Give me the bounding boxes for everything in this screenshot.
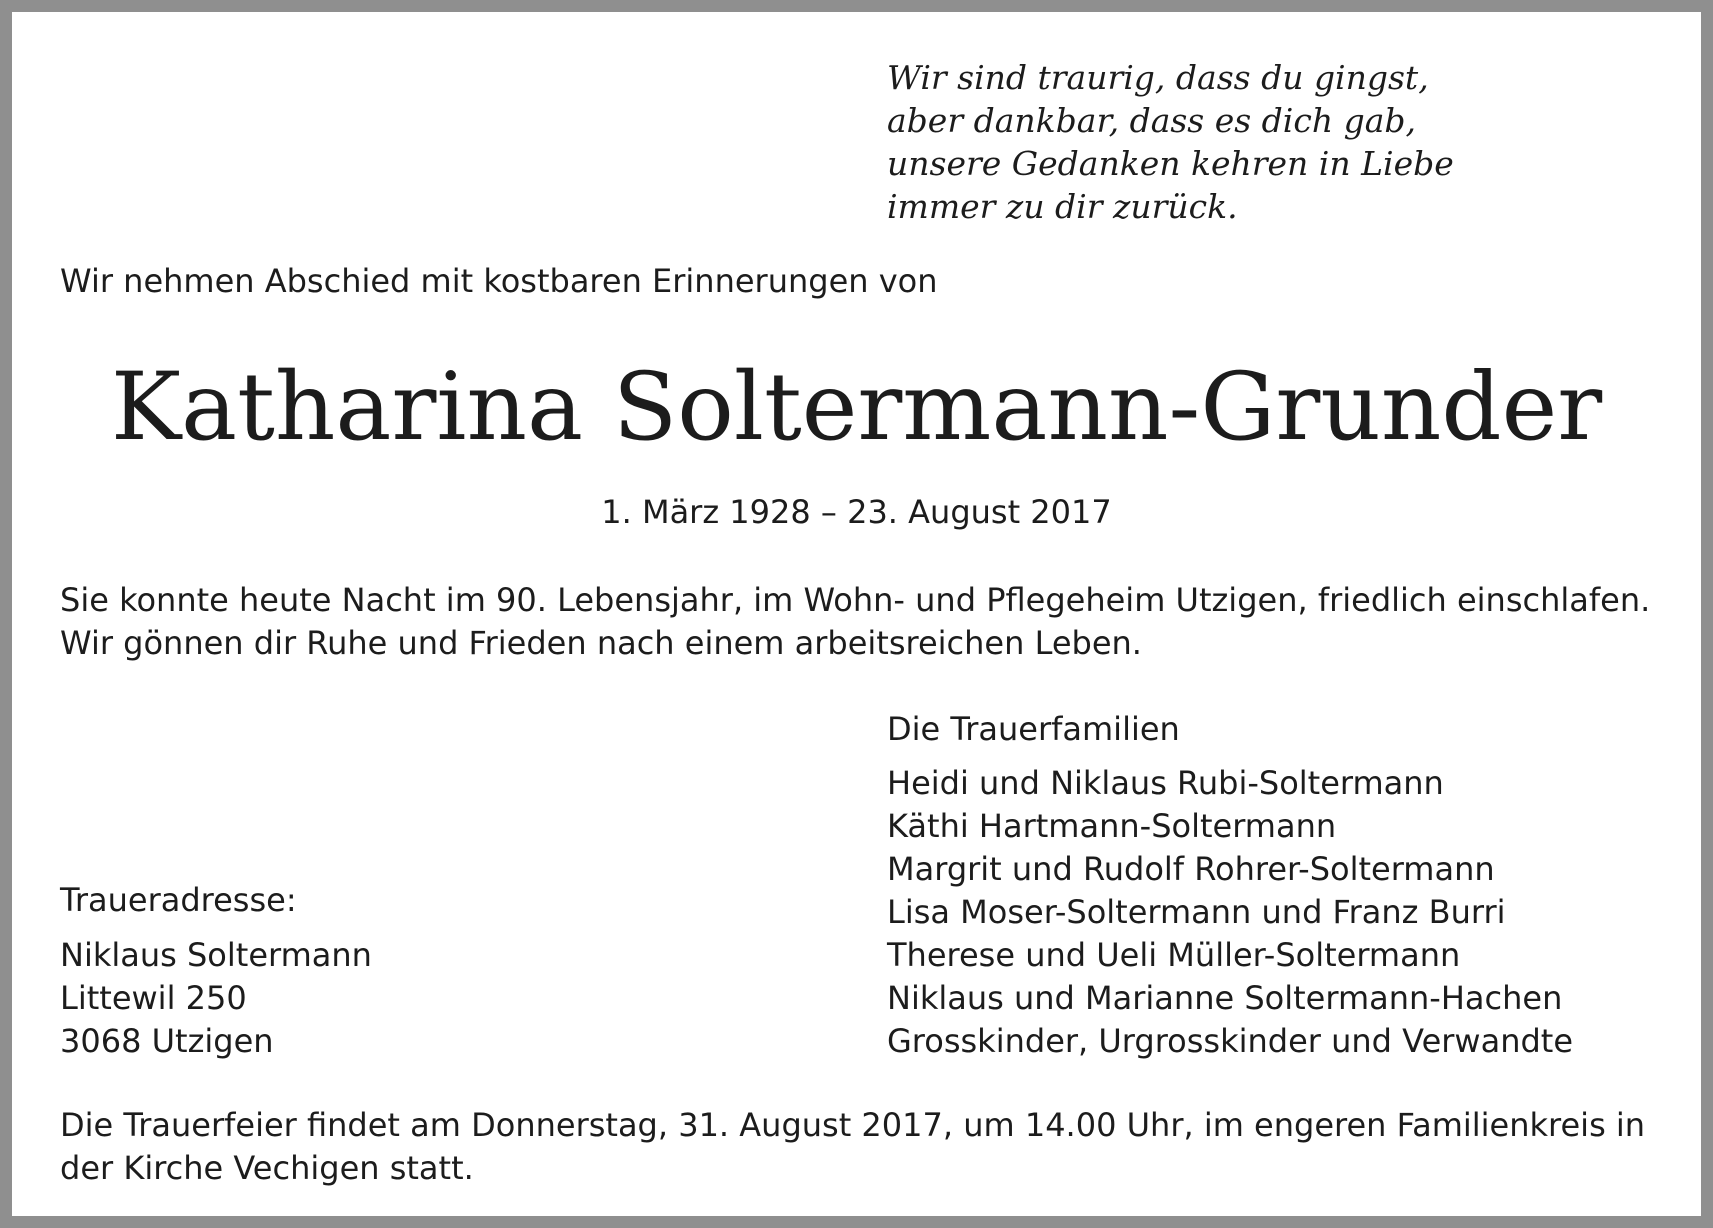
family-member: Grosskinder, Urgrosskinder und Verwandte [887, 1022, 1574, 1060]
address-heading: Traueradresse: [60, 881, 297, 919]
family-member: Margrit und Rudolf Rohrer-Soltermann [887, 850, 1495, 888]
intro-text: Wir nehmen Abschied mit kostbaren Erinnerungen von [60, 262, 938, 300]
obituary-card [12, 12, 1701, 1216]
deceased-name: Katharina Soltermann-Grunder [110, 353, 1603, 462]
address-line: Niklaus Soltermann [60, 936, 372, 974]
families-list [887, 762, 1573, 1063]
message-line: Wir gönnen dir Ruhe und Frieden nach einem arbeitsreichen Leben. [60, 624, 1142, 662]
family-member: Käthi Hartmann-Soltermann [887, 807, 1337, 845]
poem-line: aber dankbar, dass es dich gab, [887, 101, 1416, 140]
poem-line: unsere Gedanken kehren in Liebe [887, 144, 1454, 183]
mourning-address [60, 934, 372, 1063]
memorial-poem [887, 56, 1454, 228]
ceremony-notice: Die Trauerfeier findet am Donnerstag, 31. August 2017, um 14.00 Uhr, im engeren Familienkreis in der Kirche Vechigen statt. [60, 1106, 1646, 1187]
announcement-message [60, 579, 1650, 665]
address-line: 3068 Utzigen [60, 1022, 274, 1060]
poem-line: Wir sind traurig, dass du gingst, [887, 58, 1429, 97]
family-member: Therese und Ueli Müller-Soltermann [887, 936, 1461, 974]
family-member: Heidi und Niklaus Rubi-Soltermann [887, 764, 1444, 802]
life-dates: 1. März 1928 – 23. August 2017 [601, 493, 1112, 531]
family-member: Lisa Moser-Soltermann und Franz Burri [887, 893, 1506, 931]
families-heading: Die Trauerfamilien [887, 710, 1180, 748]
family-member: Niklaus und Marianne Soltermann-Hachen [887, 979, 1563, 1017]
message-line: Sie konnte heute Nacht im 90. Lebensjahr, im Wohn- und Pflegeheim Utzigen, friedlich einschlafen. [60, 581, 1651, 619]
address-line: Littewil 250 [60, 979, 247, 1017]
poem-line: immer zu dir zurück. [887, 187, 1238, 226]
